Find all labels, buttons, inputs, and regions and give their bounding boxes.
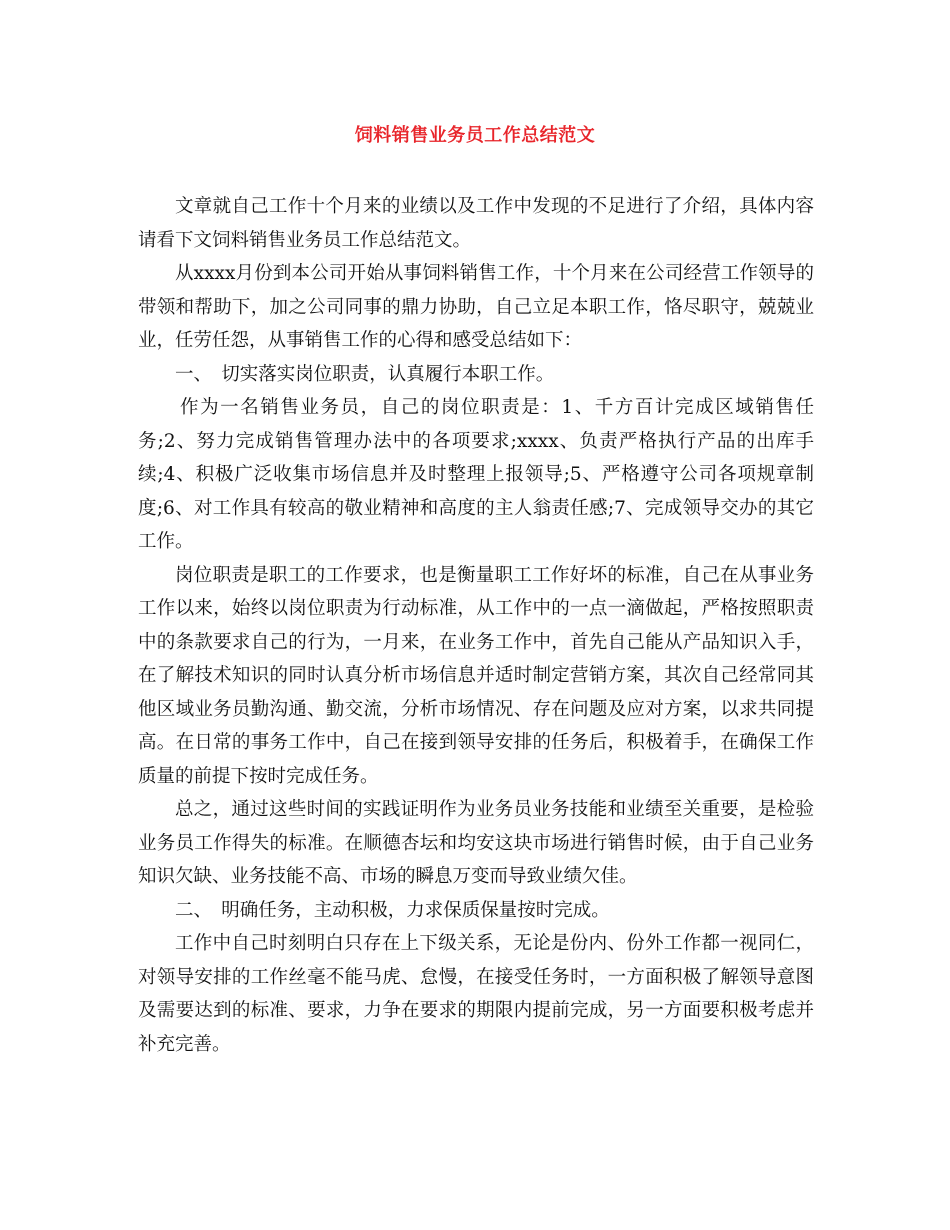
paragraph-background: 从xxxx月份到本公司开始从事饲料销售工作，十个月来在公司经营工作领导的带领和帮助下，加之公司同事的鼎力协助，自己立足本职工作，恪尽职守，兢兢业业，任劳任怨，从事销售工作的心得和感受总结如下： <box>138 263 814 351</box>
paragraph-tasks: 工作中自己时刻明白只存在上下级关系，无论是份内、份外工作都一视同仁，对领导安排的工作丝毫不能马虎、怠慢，在接受任务时，一方面积极了解领导意图及需要达到的标准、要求，力争在要求的期限内提前完成，另一方面要积极考虑并补充完善。 <box>138 933 814 1055</box>
paragraph-summary: 总之，通过这些时间的实践证明作为业务员业务技能和业绩至关重要，是检验业务员工作得失的标准。在顺德杏坛和均安这块市场进行销售时候，由于自己业务知识欠缺、业务技能不高、市场的瞬息万变而导致业绩欠佳。 <box>138 799 814 887</box>
paragraph-intro: 文章就自己工作十个月来的业绩以及工作中发现的不足进行了介绍，具体内容请看下文饲料销售业务员工作总结范文。 <box>138 196 814 251</box>
section-heading-one: 一、 切实落实岗位职责，认真履行本职工作。 <box>175 363 555 385</box>
document-body <box>138 190 814 1061</box>
section-heading-two: 二、 明确任务，主动积极，力求保质保量按时完成。 <box>175 899 610 921</box>
document-title: 饲料销售业务员工作总结范文 <box>354 125 596 146</box>
paragraph-duties: 作为一名销售业务员，自己的岗位职责是：1、千方百计完成区域销售任务;2、努力完成销售管理办法中的各项要求;xxxx、负责严格执行产品的出库手续;4、积极广泛收集市场信息并及时整理上报领导;5、严格遵守公司各项规章制度;6、对工作具有较高的敬业精神和高度的主人翁责任感;7、完成领导交办的其它工作。 <box>138 397 814 552</box>
paragraph-responsibility: 岗位职责是职工的工作要求，也是衡量职工工作好坏的标准，自己在从事业务工作以来，始终以岗位职责为行动标准，从工作中的一点一滴做起，严格按照职责中的条款要求自己的行为，一月来，在业务工作中，首先自己能从产品知识入手，在了解技术知识的同时认真分析市场信息并适时制定营销方案，其次自己经常同其他区域业务员勤沟通、勤交流，分析市场情况、存在问题及应对方案，以求共同提高。在日常的事务工作中，自己在接到领导安排的任务后，积极着手，在确保工作质量的前提下按时完成任务。 <box>138 564 814 787</box>
